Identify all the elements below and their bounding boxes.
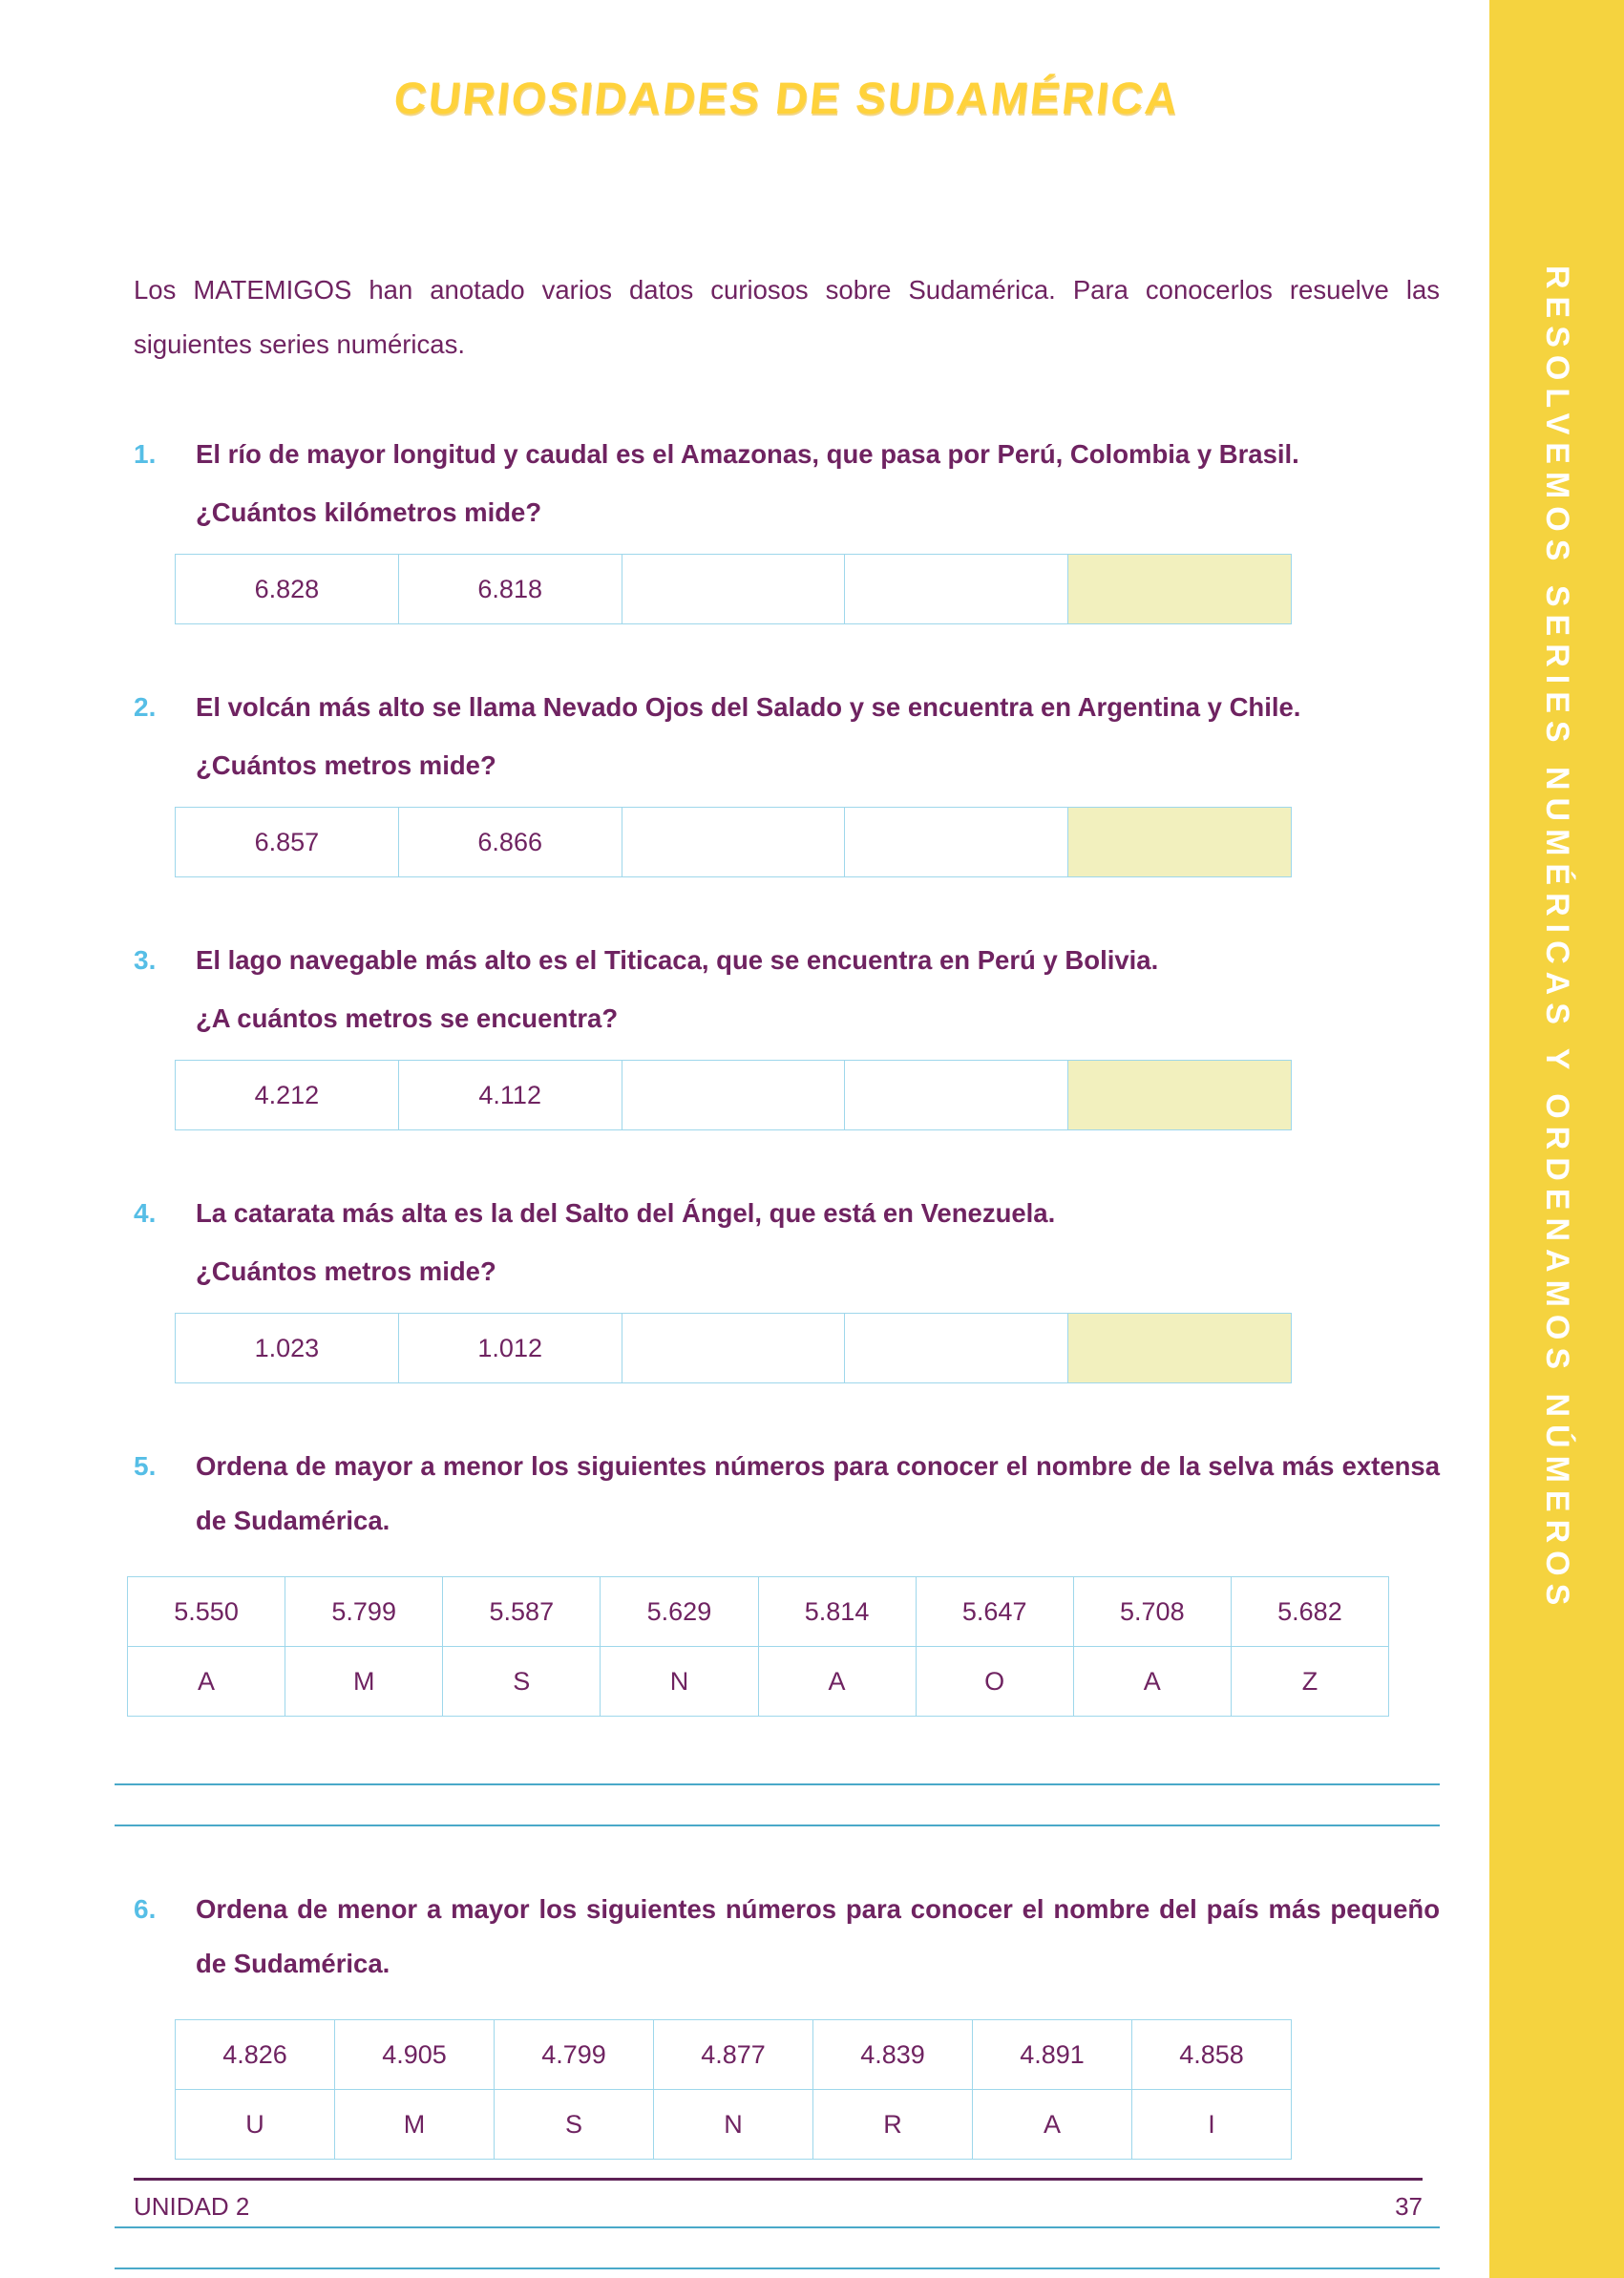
- ordering-letter-cell: N: [601, 1647, 758, 1717]
- question-prompt: ¿Cuántos metros mide?: [196, 1256, 496, 1286]
- series-table-3: [175, 1060, 1292, 1130]
- ordering-number-cell: 5.799: [285, 1577, 443, 1647]
- series-blank-cell[interactable]: [622, 1061, 845, 1130]
- ordering-number-cell: 4.858: [1132, 2020, 1292, 2090]
- ordering-letter-cell: O: [916, 1647, 1073, 1717]
- question-prompt: ¿Cuántos metros mide?: [196, 750, 496, 780]
- ordering-number-cell: 4.826: [176, 2020, 335, 2090]
- ordering-letter-cell: S: [443, 1647, 601, 1717]
- ordering-letter-cell: A: [758, 1647, 916, 1717]
- question-statement: Ordena de mayor a menor los siguientes números para conocer el nombre de la selva más extensa de Sudamérica.: [196, 1451, 1440, 1535]
- ordering-letter-cell: A: [128, 1647, 285, 1717]
- chapter-title-vertical: RESOLVEMOS SERIES NUMÉRICAS Y ORDENAMOS NÚMEROS: [1539, 265, 1575, 1614]
- question-prompt: ¿Cuántos kilómetros mide?: [196, 497, 542, 527]
- ordering-number-cell: 5.647: [916, 1577, 1073, 1647]
- series-value-cell: 6.818: [398, 555, 622, 624]
- page-content: [134, 0, 1440, 2269]
- ordering-letter-cell: M: [285, 1647, 443, 1717]
- series-blank-cell[interactable]: [622, 555, 845, 624]
- series-value-cell: 1.023: [176, 1314, 399, 1383]
- ordering-number-cell: 4.877: [654, 2020, 813, 2090]
- page-title: CURIOSIDADES DE SUDAMÉRICA: [391, 73, 1182, 123]
- ordering-letter-cell: I: [1132, 2090, 1292, 2160]
- answer-line[interactable]: [115, 1825, 1440, 1826]
- chapter-sidebar: [1489, 0, 1624, 2278]
- series-value-cell: 1.012: [398, 1314, 622, 1383]
- question-statement: La catarata más alta es la del Salto del Ángel, que está en Venezuela.: [196, 1198, 1056, 1228]
- question-2: [134, 680, 1440, 877]
- unit-label: UNIDAD 2: [134, 2192, 250, 2221]
- question-number: 2.: [134, 692, 157, 722]
- series-blank-cell[interactable]: [845, 808, 1068, 877]
- ordering-number-cell: 4.839: [813, 2020, 973, 2090]
- series-answer-cell[interactable]: [1068, 1314, 1292, 1383]
- ordering-letter-cell: Z: [1231, 1647, 1388, 1717]
- ordering-letter-cell: A: [1073, 1647, 1231, 1717]
- question-5: [134, 1439, 1440, 1826]
- ordering-letter-cell: R: [813, 2090, 973, 2160]
- ordering-table-6: [175, 2019, 1292, 2160]
- ordering-number-cell: 4.799: [495, 2020, 654, 2090]
- series-blank-cell[interactable]: [622, 808, 845, 877]
- ordering-number-cell: 5.708: [1073, 1577, 1231, 1647]
- series-table-2: [175, 807, 1292, 877]
- question-number: 5.: [134, 1451, 157, 1481]
- answer-line[interactable]: [115, 1783, 1440, 1785]
- series-answer-cell[interactable]: [1068, 1061, 1292, 1130]
- ordering-letter-cell: A: [973, 2090, 1132, 2160]
- series-table-1: [175, 554, 1292, 624]
- page-number: 37: [1395, 2192, 1423, 2221]
- intro-paragraph: Los MATEMIGOS han anotado varios datos curiosos sobre Sudamérica. Para conocerlos resuelve las siguientes series numéricas.: [134, 275, 1440, 359]
- question-statement: El volcán más alto se llama Nevado Ojos del Salado y se encuentra en Argentina y Chile.: [196, 692, 1301, 722]
- answer-line[interactable]: [115, 2226, 1440, 2228]
- page-footer: [134, 2178, 1423, 2222]
- question-1: [134, 427, 1440, 624]
- question-number: 4.: [134, 1198, 157, 1228]
- series-blank-cell[interactable]: [622, 1314, 845, 1383]
- ordering-letter-cell: M: [335, 2090, 495, 2160]
- ordering-number-cell: 5.682: [1231, 1577, 1388, 1647]
- series-value-cell: 6.828: [176, 555, 399, 624]
- series-answer-cell[interactable]: [1068, 555, 1292, 624]
- question-number: 6.: [134, 1894, 157, 1924]
- series-blank-cell[interactable]: [845, 555, 1068, 624]
- series-value-cell: 6.857: [176, 808, 399, 877]
- ordering-number-cell: 5.814: [758, 1577, 916, 1647]
- ordering-letter-cell: S: [495, 2090, 654, 2160]
- series-value-cell: 4.212: [176, 1061, 399, 1130]
- question-statement: El río de mayor longitud y caudal es el Amazonas, que pasa por Perú, Colombia y Brasil.: [196, 439, 1299, 469]
- ordering-number-cell: 5.629: [601, 1577, 758, 1647]
- question-prompt: ¿A cuántos metros se encuentra?: [196, 1003, 619, 1033]
- ordering-table-5: [127, 1576, 1389, 1717]
- series-value-cell: 4.112: [398, 1061, 622, 1130]
- question-statement: Ordena de menor a mayor los siguientes números para conocer el nombre del país más pequeño de Sudamérica.: [196, 1894, 1440, 1978]
- ordering-number-cell: 5.550: [128, 1577, 285, 1647]
- question-number: 3.: [134, 945, 157, 975]
- question-3: [134, 933, 1440, 1130]
- series-blank-cell[interactable]: [845, 1061, 1068, 1130]
- ordering-number-cell: 4.905: [335, 2020, 495, 2090]
- question-statement: El lago navegable más alto es el Titicaca, que se encuentra en Perú y Bolivia.: [196, 945, 1159, 975]
- series-value-cell: 6.866: [398, 808, 622, 877]
- question-4: [134, 1186, 1440, 1383]
- question-number: 1.: [134, 439, 157, 469]
- ordering-number-cell: 4.891: [973, 2020, 1132, 2090]
- series-answer-cell[interactable]: [1068, 808, 1292, 877]
- answer-line[interactable]: [115, 2267, 1440, 2269]
- ordering-letter-cell: N: [654, 2090, 813, 2160]
- series-table-4: [175, 1313, 1292, 1383]
- ordering-number-cell: 5.587: [443, 1577, 601, 1647]
- series-blank-cell[interactable]: [845, 1314, 1068, 1383]
- ordering-letter-cell: U: [176, 2090, 335, 2160]
